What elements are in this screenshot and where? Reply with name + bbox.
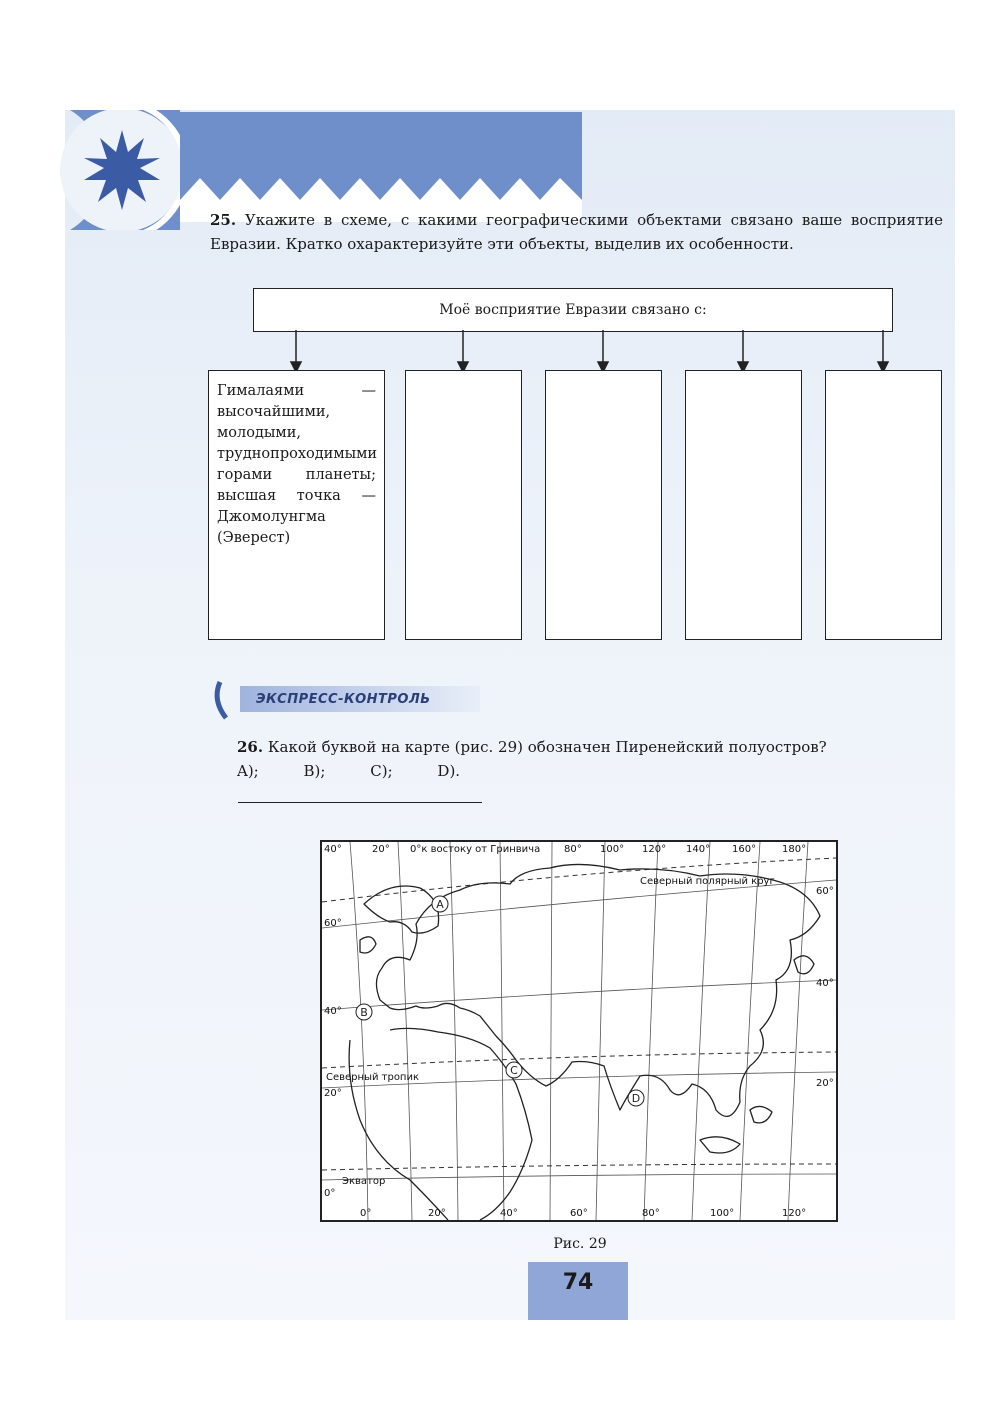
scheme-arrows (200, 330, 960, 374)
map-right-label: 60° (816, 886, 834, 897)
map-bottom-label: 0° (360, 1208, 372, 1219)
map-top-label: 100° (600, 844, 625, 855)
scheme-box-5[interactable] (825, 370, 942, 640)
figure-caption: Рис. 29 (553, 1236, 607, 1252)
task-25-number: 25. (210, 211, 237, 229)
marker-c (506, 1062, 522, 1078)
equator-label: Экватор (342, 1176, 386, 1187)
page-number: 74 (562, 1270, 594, 1295)
task-26-options (237, 759, 943, 783)
map-top-label: 180° (782, 844, 807, 855)
scheme-title-box: Моё восприятие Евразии связано с: (253, 288, 893, 332)
answer-line[interactable] (238, 802, 482, 803)
map-top-label: 0°к востоку от Гринвича (410, 844, 541, 855)
map-top-label: 40° (324, 844, 342, 855)
option-c[interactable]: C); (370, 762, 393, 780)
map-right-label: 40° (816, 978, 834, 989)
task-25-text: Укажите в схеме, с какими географическими объектами связано ваше восприятие Евразии. Кратко охарактеризуйте эти объекты, выделив их особенности. (210, 211, 943, 253)
map-top-label: 120° (642, 844, 667, 855)
task-26-number: 26. (237, 738, 264, 756)
map-left-label: 0° (324, 1188, 336, 1199)
map-left-label: 60° (324, 918, 342, 929)
map-right-label: 20° (816, 1078, 834, 1089)
svg-text:D: D (631, 1092, 641, 1105)
scheme-box-3[interactable] (545, 370, 662, 640)
svg-text:C: C (510, 1064, 518, 1077)
task-26-text: Какой буквой на карте (рис. 29) обозначен Пиренейский полуостров? (267, 738, 827, 756)
scheme-box-4[interactable] (685, 370, 802, 640)
arctic-circle-label: Северный полярный круг (640, 876, 775, 887)
svg-text:A: A (436, 898, 444, 911)
map-left-label: 40° (324, 1006, 342, 1017)
map-bottom-label: 120° (782, 1208, 807, 1219)
map-top-label: 140° (686, 844, 711, 855)
map-bottom-label: 40° (500, 1208, 518, 1219)
tropic-label: Северный тропик (326, 1072, 420, 1083)
scheme-box-2[interactable] (405, 370, 522, 640)
option-d[interactable]: D). (437, 762, 461, 780)
task-26 (237, 735, 943, 783)
eurasia-map (320, 840, 838, 1222)
map-left-label: 20° (324, 1088, 342, 1099)
star-icon (60, 110, 180, 230)
option-a[interactable]: A); (237, 762, 259, 780)
svg-text:B: B (360, 1006, 368, 1019)
express-control-label: ЭКСПРЕСС-КОНТРОЛЬ (256, 692, 431, 707)
map-top-label: 20° (372, 844, 390, 855)
marker-d (628, 1090, 644, 1106)
marker-b (356, 1004, 372, 1020)
map-top-label: 160° (732, 844, 757, 855)
map-bottom-label: 100° (710, 1208, 735, 1219)
option-b[interactable]: B); (303, 762, 326, 780)
marker-a (432, 896, 448, 912)
scheme-box-1: Гималаями — высочайшими, молодыми, труднопроходимыми горами планеты; высшая точка — Джомолунгма (Эверест) (208, 370, 385, 640)
map-top-label: 80° (564, 844, 582, 855)
map-bottom-label: 20° (428, 1208, 446, 1219)
map-bottom-label: 80° (642, 1208, 660, 1219)
task-25 (210, 208, 943, 256)
map-bottom-label: 60° (570, 1208, 588, 1219)
